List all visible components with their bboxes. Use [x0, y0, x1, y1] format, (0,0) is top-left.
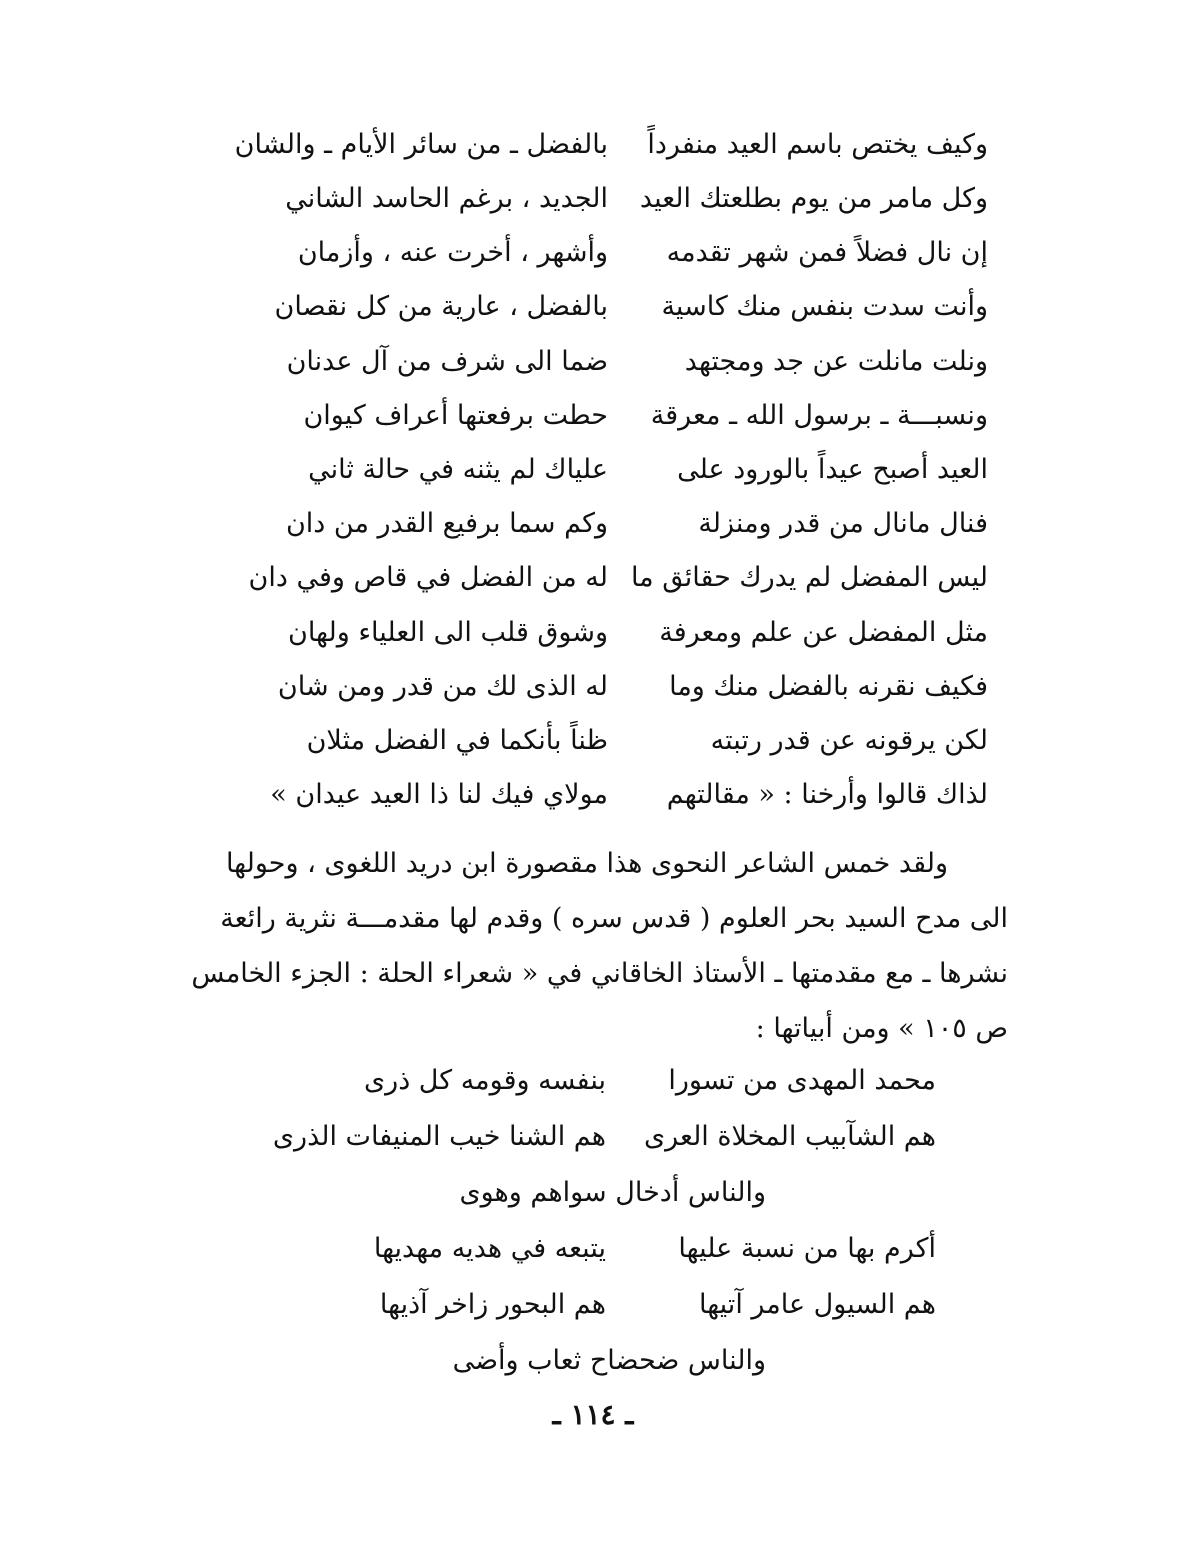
- verse-first-hemistich: فكيف نقرنه بالفضل منك وما: [669, 670, 988, 702]
- verse-line: [198, 714, 988, 768]
- verse-line: [198, 335, 988, 389]
- stanza-refrain: والناس أدخال سواهم وهوى: [459, 1176, 766, 1208]
- stanza-second-hemistich: بنفسه وقومه كل ذرى: [364, 1064, 606, 1096]
- prose-line: ص ١٠٥ » ومن أبياتها :: [755, 1013, 1008, 1044]
- stanza-line: [236, 1276, 936, 1332]
- verse-first-hemistich: وكيف يختص باسم العيد منفرداً: [647, 128, 988, 160]
- verse-first-hemistich: ونلت مانلت عن جد ومجتهد: [684, 345, 988, 377]
- verse-first-hemistich: مثل المفضل عن علم ومعرفة: [659, 616, 988, 648]
- stanza-first-hemistich: أكرم بها من نسبة عليها: [678, 1232, 936, 1264]
- verse-first-hemistich: لذاك قالوا وأرخنا : « مقالتهم: [666, 779, 988, 811]
- verse-second-hemistich: ضما الى شرف من آل عدنان: [286, 345, 608, 377]
- verse-line: [198, 172, 988, 226]
- stanza: [236, 1052, 936, 1220]
- stanza-line: [236, 1052, 936, 1108]
- stanza-first-hemistich: هم السيول عامر آتيها: [698, 1288, 936, 1320]
- verse-second-hemistich: حطت برفعتها أعراف كيوان: [303, 399, 608, 431]
- poem-verses: [198, 118, 988, 822]
- stanza-line: [236, 1220, 936, 1276]
- verse-first-hemistich: وكل مامر من يوم بطلعتك العيد: [639, 183, 988, 215]
- prose-line: نشرها ـ مع مقدمتها ـ الأستاذ الخاقاني في « شعراء الحلة : الجزء الخامس: [191, 958, 1008, 989]
- stanza: [236, 1220, 936, 1388]
- prose-line: ولقد خمس الشاعر النحوى هذا مقصورة ابن دريد اللغوى ، وحولها: [225, 848, 948, 879]
- page-number: ـ ١١٤ ـ: [552, 1398, 634, 1431]
- verse-second-hemistich: بالفضل ، عارية من كل نقصان: [274, 291, 608, 323]
- stanza-refrain: والناس ضحضاح ثعاب وأضى: [452, 1344, 766, 1376]
- verse-line: [198, 118, 988, 172]
- verse-first-hemistich: إن نال فضلاً فمن شهر تقدمه: [666, 237, 988, 269]
- prose-line: الى مدح السيد بحر العلوم ( قدس سره ) وقدم لها مقدمـــة نثرية رائعة: [220, 903, 1008, 934]
- verse-first-hemistich: ونسبـــة ـ برسول الله ـ معرقة: [650, 399, 988, 431]
- verse-line: [198, 606, 988, 660]
- stanza-line: [236, 1108, 936, 1164]
- verse-line: [198, 443, 988, 497]
- stanza-first-hemistich: هم الشآبيب المخلاة العرى: [644, 1120, 936, 1152]
- verse-first-hemistich: العيد أصبح عيداً بالورود على: [677, 454, 988, 486]
- verse-second-hemistich: له الذى لك من قدر ومن شان: [277, 670, 608, 702]
- stanza-first-hemistich: محمد المهدى من تسورا: [668, 1064, 936, 1096]
- verse-first-hemistich: ليس المفضل لم يدرك حقائق ما: [630, 562, 988, 594]
- verse-line: [198, 389, 988, 443]
- verse-line: [198, 552, 988, 606]
- verse-second-hemistich: ظناً بأنكما في الفضل مثلان: [306, 724, 608, 756]
- stanza-second-hemistich: يتبعه في هديه مهديها: [373, 1232, 606, 1264]
- verse-second-hemistich: بالفضل ـ من سائر الأيام ـ والشان: [234, 128, 608, 160]
- verse-second-hemistich: وشوق قلب الى العلياء ولهان: [287, 616, 608, 648]
- prose-paragraph: [163, 836, 1008, 1056]
- verse-line: [198, 768, 988, 822]
- verse-first-hemistich: وأنت سدت بنفس منك كاسية: [661, 291, 988, 323]
- stanza-second-hemistich: هم الشنا خيب المنيفات الذرى: [272, 1120, 606, 1152]
- verse-first-hemistich: فنال مانال من قدر ومنزلة: [698, 508, 988, 540]
- verse-second-hemistich: مولاي فيك لنا ذا العيد عيدان »: [270, 779, 608, 811]
- verse-line: [198, 497, 988, 551]
- verse-line: [198, 281, 988, 335]
- verse-second-hemistich: علياك لم يثنه في حالة ثاني: [308, 454, 608, 486]
- verse-second-hemistich: الجديد ، برغم الحاسد الشاني: [285, 183, 608, 215]
- verse-line: [198, 226, 988, 280]
- stanza-second-hemistich: هم البحور زاخر آذيها: [379, 1288, 606, 1320]
- verse-second-hemistich: وكم سما برفيع القدر من دان: [285, 508, 608, 540]
- verse-first-hemistich: لكن يرقونه عن قدر رتبته: [710, 724, 988, 756]
- verse-second-hemistich: له من الفضل في قاص وفي دان: [248, 562, 608, 594]
- verse-line: [198, 660, 988, 714]
- verse-second-hemistich: وأشهر ، أخرت عنه ، وأزمان: [297, 237, 608, 269]
- takhmis-stanzas: [236, 1052, 936, 1388]
